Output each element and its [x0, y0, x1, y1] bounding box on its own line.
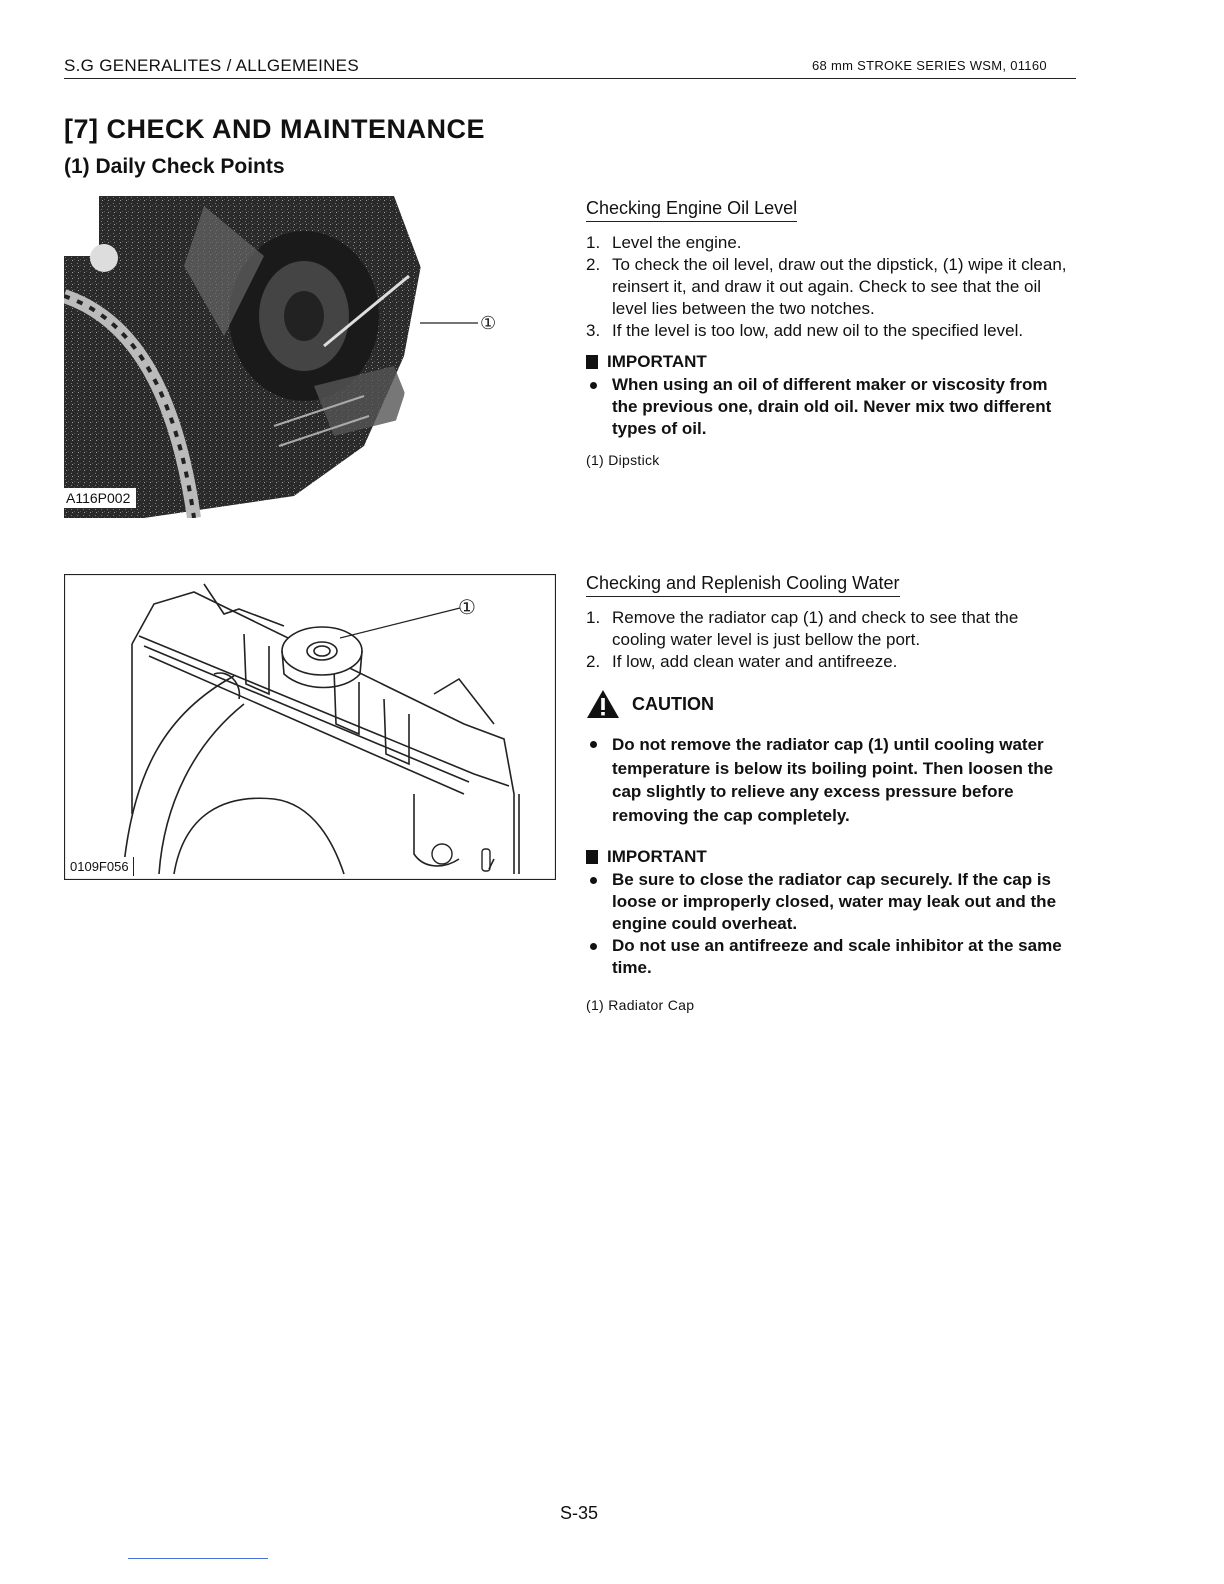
- list-item: 2. To check the oil level, draw out the dipstick, (1) wipe it clean, reinsert it, and draw it out again. Check to see that the oil level lies between the two notches.: [586, 255, 1067, 318]
- cooling-water-steps: [586, 607, 1070, 673]
- engine-photo: [64, 196, 444, 518]
- cooling-water-section: [586, 573, 1070, 1013]
- header-right: 68 mm STROKE SERIES WSM, 01160: [812, 58, 1047, 73]
- caution-heading: CAUTION: [586, 689, 1070, 719]
- water-important-items: [586, 869, 1070, 979]
- oil-level-steps: [586, 232, 1070, 342]
- warning-triangle-icon: [586, 689, 620, 719]
- list-item: 1. Remove the radiator cap (1) and check to see that the cooling water level is just bellow the port.: [586, 608, 1019, 649]
- caution-items: [586, 733, 1070, 827]
- water-important-heading: IMPORTANT: [586, 847, 1070, 867]
- dipstick-callout-number: ①: [480, 313, 497, 334]
- engine-photo-graphic: [64, 196, 444, 518]
- engine-photo-code: A116P002: [64, 488, 136, 508]
- oil-important-items: [586, 374, 1070, 440]
- page-number: S-35: [560, 1503, 599, 1523]
- list-item: When using an oil of different maker or viscosity from the previous one, drain old oil. Never mix two different types of oil.: [586, 374, 1070, 440]
- list-item: Do not remove the radiator cap (1) until cooling water temperature is below its boiling point. Then loosen the cap slightly to relieve any excess pressure before removing the cap completely.: [586, 733, 1070, 827]
- header-left: S.G GENERALITES / ALLGEMEINES: [64, 56, 359, 75]
- list-item: Be sure to close the radiator cap securely. If the cap is loose or improperly closed, water may leak out and the engine could overheat.: [586, 869, 1070, 935]
- radiator-callout-number: ①: [458, 595, 476, 619]
- square-bullet-icon: [586, 355, 598, 369]
- square-bullet-icon: [586, 850, 598, 864]
- water-figure-note: (1) Radiator Cap: [586, 997, 695, 1013]
- section-title: [7] CHECK AND MAINTENANCE: [64, 114, 485, 144]
- radiator-diagram-code: 0109F056: [66, 857, 134, 876]
- oil-important-heading: IMPORTANT: [586, 352, 1070, 372]
- section-subtitle: (1) Daily Check Points: [64, 155, 285, 178]
- oil-figure-note: (1) Dipstick: [586, 452, 660, 468]
- list-item: 1. Level the engine.: [586, 233, 742, 252]
- radiator-diagram: [64, 574, 556, 880]
- list-item: 3. If the level is too low, add new oil to the specified level.: [586, 321, 1024, 340]
- dipstick-callout-leader: [420, 308, 502, 338]
- cooling-water-title: Checking and Replenish Cooling Water: [586, 573, 900, 597]
- list-item: Do not use an antifreeze and scale inhibitor at the same time.: [586, 935, 1070, 979]
- oil-level-title: Checking Engine Oil Level: [586, 198, 797, 222]
- oil-level-section: [586, 198, 1070, 468]
- header-rule: [64, 78, 1076, 79]
- radiator-diagram-graphic: [64, 574, 556, 880]
- footer-rule: [128, 1558, 268, 1559]
- list-item: 2. If low, add clean water and antifreeze.: [586, 652, 898, 671]
